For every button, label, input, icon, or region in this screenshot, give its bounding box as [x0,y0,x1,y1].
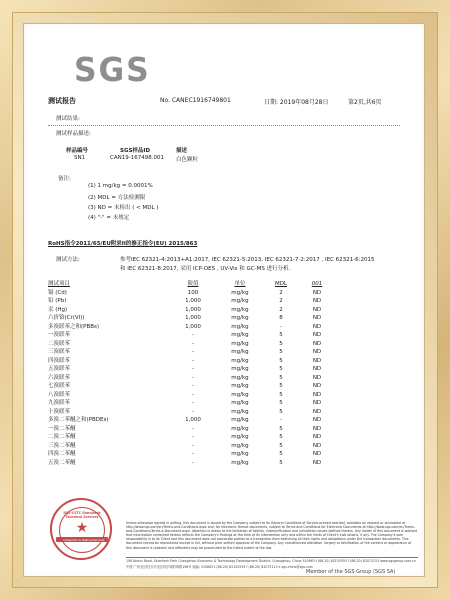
col-header-unit: 单位 [234,281,246,287]
method-label: 测试方法: [56,257,80,263]
sgs-logo: SGS [74,50,151,89]
table-row: 三溴二苯醚 - mg/kg 5 ND [48,442,322,449]
table-row: 一溴二苯醚 - mg/kg 5 ND [48,425,322,432]
col-header-sample: 001 [311,281,323,287]
note-item: (3) ND = 未检出 ( < MDL ) [88,205,159,211]
table-row: 五溴二苯醚 - mg/kg 5 ND [48,459,322,466]
sgs-group-member: Member of the SGS Group (SGS SA) [306,569,396,575]
address-chinese: 中国·广州·经济技术开发区科学城科珠路198号 邮编: 510663 t (86-20) 82155555 f (86-20) 82075113 e sgs.china@sgs.com [126,565,313,569]
table-row: 七溴联苯 - mg/kg 5 ND [48,383,322,389]
footer-divider [126,557,418,558]
table-row: 八溴联苯 - mg/kg 5 ND [48,391,322,398]
note-item: (2) MDL = 方法检测限 [88,195,146,201]
sample-id-header: 样品编号 [66,148,89,154]
sgs-sample-id-header: SGS样品ID [120,148,151,154]
table-row: 九溴联苯 - mg/kg 5 ND [48,400,322,406]
address-english: 198 Kezhu Road, Scientech Park Guangzhou Economic & Technology Development District, Guangzhou, China 510663 t (86-20) 82155555 f (86-20) 82075113 www.sgsgroup.com.cn [126,559,416,563]
table-row: 镉 (Cd) 100 mg/kg 2 ND [48,289,322,296]
notes-label: 备注: [58,176,71,182]
note-item: (1) 1 mg/kg = 0.0001% [88,183,153,189]
results-table [48,280,336,467]
rohs-title: RoHS指令2011/65/EU附录II的修正指令(EU) 2015/863 [48,241,198,247]
divider [48,125,400,126]
table-row: 铅 (Pb) 1,000 mg/kg 2 ND [48,298,322,304]
description-value: 白色颗粒 [176,157,199,163]
report-title: 测试报告 [48,97,76,105]
report-page [24,24,424,576]
table-row: 二溴二苯醚 - mg/kg 5 ND [48,434,322,440]
result-label: 测试结果: [56,116,80,122]
legal-disclaimer: Unless otherwise agreed in writing, this document is issued by the Company subject to its General Conditions of Service printed overleaf, available on request or accessible at http://www.sgs.com/en/Terms-and-Conditions.aspx and, for electronic format documents, subject to Terms and Conditions for Electronic Documents at http://www.sgs.com/en/Terms-and-Conditions/Terms-e-Document.aspx. Attention is drawn to the limitation of liability, indemnification and jurisdiction issues defined therein. Any holder of this document is advised that information contained hereon reflects the Company's findings at the time of its intervention only and within the limits of Client's instructions, if any. The Company's sole responsibility is to its Client and this document does not exonerate parties to a transaction from exercising all their rights and obligations under the transaction documents. This document cannot be reproduced except in full, without prior written approval of the Company. Any unauthorized alteration, forgery or falsification of the content or appearance of this document is unlawful and offenders may be prosecuted to the fullest extent of the law. [126,521,417,550]
page-number: 第2页,共6页 [348,99,382,106]
table-row: 二溴联苯 - mg/kg 5 ND [48,340,322,347]
table-row: 多溴二苯醚之和(PBDEs) 1,000 mg/kg - ND [48,417,322,423]
table-row: 多溴联苯之和(PBBs) 1,000 mg/kg - ND [48,323,322,330]
note-item: (4) "-" = 未规定 [88,215,130,221]
report-date: 日期: 2019年08月28日 [264,99,329,106]
table-row: 一溴联苯 - mg/kg 5 ND [48,332,322,338]
report-number: No. CANEC1916749801 [160,97,231,104]
method-line: 和 IEC 62321-8:2017, 采用 ICP-OES , UV-Vis 和 GC-MS 进行分析. [120,266,291,272]
col-header-mdl: MDL [274,281,288,287]
col-header-limit: 限值 [187,281,199,287]
seal-text: SGS-CSTC Standards Technical Services [63,511,101,519]
sample-id-value: SN1 [74,155,86,161]
sample-desc-label: 测试样品描述: [56,131,91,137]
table-row: 三溴联苯 - mg/kg 5 ND [48,349,322,355]
sgs-sample-id-value: CAN19-167498.001 [110,155,164,161]
table-row: 十溴联苯 - mg/kg 5 ND [48,408,322,415]
col-header-item: 测试项目 [48,281,71,287]
official-seal [50,498,112,560]
table-row: 四溴联苯 - mg/kg 5 ND [48,357,322,364]
table-row: 五溴联苯 - mg/kg 5 ND [48,366,322,372]
table-row: 六溴联苯 - mg/kg 5 ND [48,374,322,381]
results-header-row [48,280,336,289]
table-row: 六价铬(Cr(VI)) 1,000 mg/kg 8 ND [48,315,322,321]
table-row: 汞 (Hg) 1,000 mg/kg 2 ND [48,306,322,313]
star-icon: ★ [75,520,89,536]
description-header: 描述 [176,148,188,154]
seal-band-text: Inspection & Testing Services [63,537,105,542]
table-row: 四溴二苯醚 - mg/kg 5 ND [48,451,322,457]
method-line: 参考IEC 62321-4:2013+A1:2017, IEC 62321-5:2013, IEC 62321-7-2:2017 , IEC 62321-6:2015 [120,257,375,263]
